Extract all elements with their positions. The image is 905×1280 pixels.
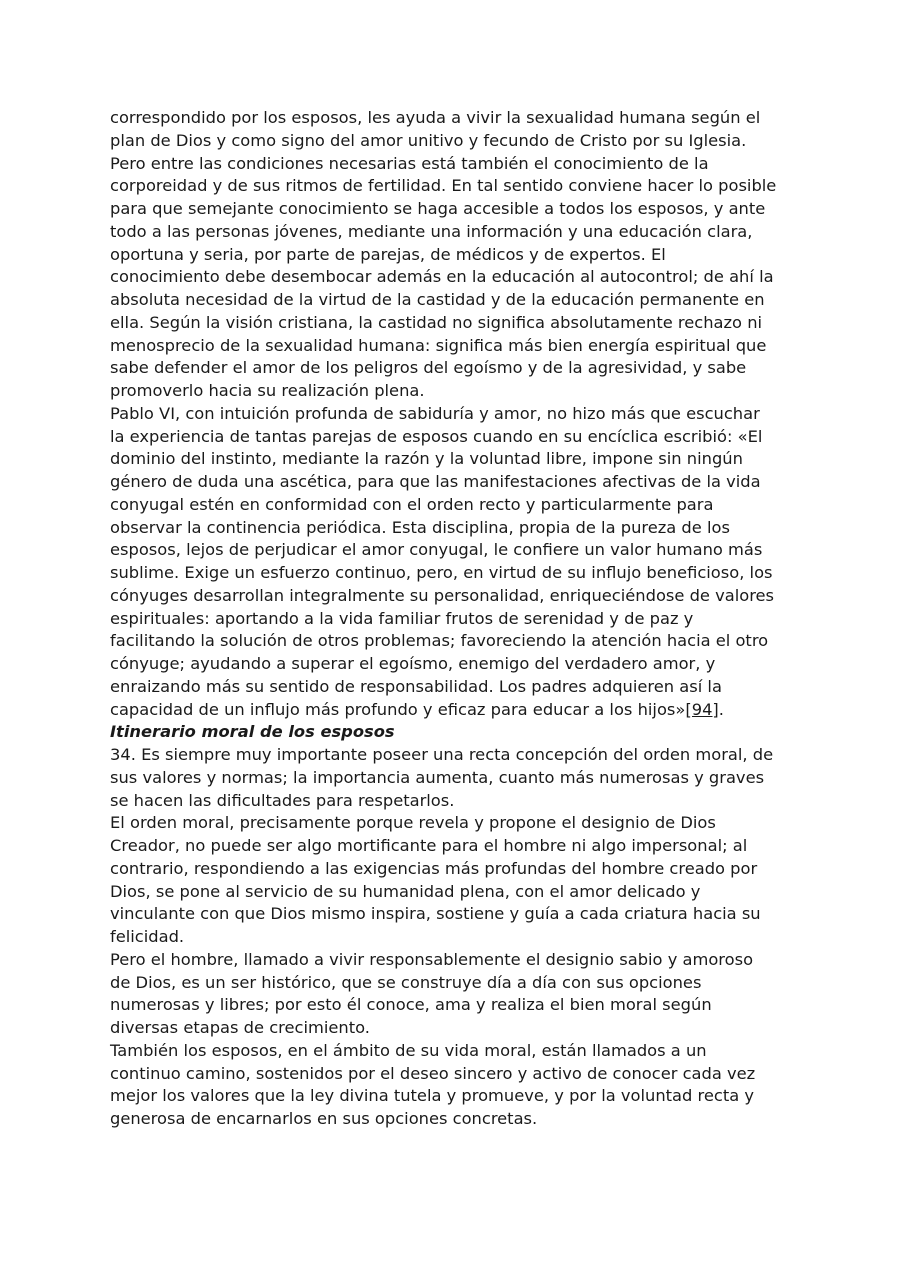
text-line: espirituales: aportando a la vida familiar frutos de serenidad y de paz y — [110, 608, 694, 628]
text-segment: capacidad de un influjo más profundo y eficaz para educar a los hijos» — [110, 699, 686, 719]
text-line: Pero entre las condiciones necesarias está también el conocimiento de la — [110, 153, 709, 173]
text-line: También los esposos, en el ámbito de su vida moral, están llamados a un — [110, 1040, 707, 1060]
footnote-link-94[interactable]: [94] — [685, 699, 719, 719]
text-line: generosa de encarnarlos en sus opciones concretas. — [110, 1109, 538, 1128]
text-line: contrario, respondiendo a las exigencias más profundas del hombre creado por — [110, 858, 758, 878]
text-line: cónyuge; ayudando a superar el egoísmo, enemigo del verdadero amor, y — [110, 654, 716, 673]
text-line: felicidad. — [110, 927, 185, 946]
text-line: continuo camino, sostenidos por el deseo sincero y activo de conocer cada vez — [110, 1063, 756, 1083]
text-line: esposos, lejos de perjudicar el amor conyugal, le confiere un valor humano más — [110, 540, 763, 560]
text-line: plan de Dios y como signo del amor unitivo y fecundo de Cristo por su Iglesia. — [110, 130, 747, 150]
text-line: de Dios, es un ser histórico, que se construye día a día con sus opciones — [110, 972, 702, 992]
text-line: conyugal estén en conformidad con el orden recto y particularmente para — [110, 494, 714, 514]
text-line: todo a las personas jóvenes, mediante una información y una educación clara, — [110, 221, 753, 241]
paragraph-4 — [110, 812, 810, 949]
text-line: se hacen las dificultades para respetarlos. — [110, 790, 455, 810]
paragraph-6 — [110, 1040, 810, 1131]
text-line: menosprecio de la sexualidad humana: significa más bien energía espiritual que — [110, 335, 767, 355]
text-line: promoverlo hacia su realización plena. — [110, 381, 425, 400]
document-page — [110, 107, 810, 1131]
text-line: Pablo VI, con intuición profunda de sabiduría y amor, no hizo más que escuchar — [110, 403, 760, 423]
text-line: dominio del instinto, mediante la razón y la voluntad libre, impone sin ningún — [110, 449, 743, 469]
text-line: sus valores y normas; la importancia aumenta, cuanto más numerosas y graves — [110, 767, 765, 787]
paragraph-3 — [110, 744, 810, 812]
text-line: absoluta necesidad de la virtud de la castidad y de la educación permanente en — [110, 290, 765, 309]
text-line: cónyuges desarrollan integralmente su personalidad, enriqueciéndose de valores — [110, 585, 775, 605]
text-line: Dios, se pone al servicio de su humanidad plena, con el amor delicado y — [110, 881, 701, 901]
section-heading: Itinerario moral de los esposos — [110, 722, 395, 742]
text-line: corporeidad y de sus ritmos de fertilidad. En tal sentido conviene hacer lo posible — [110, 176, 777, 196]
text-line — [110, 699, 810, 722]
text-line: para que semejante conocimiento se haga accesible a todos los esposos, y ante — [110, 199, 766, 218]
text-line: vinculante con que Dios mismo inspira, sostiene y guía a cada criatura hacia su — [110, 904, 761, 924]
text-line: facilitando la solución de otros problemas; favoreciendo la atención hacia el otro — [110, 631, 769, 651]
paragraph-2 — [110, 403, 810, 722]
text-line: observar la continencia periódica. Esta disciplina, propia de la pureza de los — [110, 517, 730, 537]
text-line: numerosas y libres; por esto él conoce, ama y realiza el bien moral según — [110, 995, 712, 1015]
paragraph-1 — [110, 107, 810, 403]
text-line: conocimiento debe desembocar además en la educación al autocontrol; de ahí la — [110, 267, 774, 287]
text-line: la experiencia de tantas parejas de esposos cuando en su encíclica escribió: «El — [110, 426, 763, 446]
text-line: Creador, no puede ser algo mortificante para el hombre ni algo impersonal; al — [110, 836, 748, 855]
text-line: oportuna y seria, por parte de parejas, de médicos y de expertos. El — [110, 244, 666, 264]
text-line: El orden moral, precisamente porque revela y propone el designio de Dios — [110, 813, 716, 833]
text-line: sabe defender el amor de los peligros del egoísmo y de la agresividad, y sabe — [110, 358, 747, 378]
text-line: género de duda una ascética, para que las manifestaciones afectivas de la vida — [110, 472, 761, 491]
text-line: mejor los valores que la ley divina tutela y promueve, y por la voluntad recta y — [110, 1086, 755, 1106]
text-line: enraizando más su sentido de responsabilidad. Los padres adquieren así la — [110, 676, 722, 696]
text-line: diversas etapas de crecimiento. — [110, 1018, 370, 1037]
text-line: correspondido por los esposos, les ayuda a vivir la sexualidad humana según el — [110, 108, 761, 127]
paragraph-5 — [110, 949, 810, 1040]
text-line: 34. Es siempre muy importante poseer una recta concepción del orden moral, de — [110, 745, 774, 764]
text-line: ella. Según la visión cristiana, la castidad no significa absolutamente rechazo ni — [110, 312, 763, 332]
text-segment: . — [718, 699, 724, 719]
text-line: sublime. Exige un esfuerzo continuo, pero, en virtud de su influjo beneficioso, los — [110, 563, 773, 582]
text-line: Pero el hombre, llamado a vivir responsablemente el designio sabio y amoroso — [110, 949, 754, 969]
